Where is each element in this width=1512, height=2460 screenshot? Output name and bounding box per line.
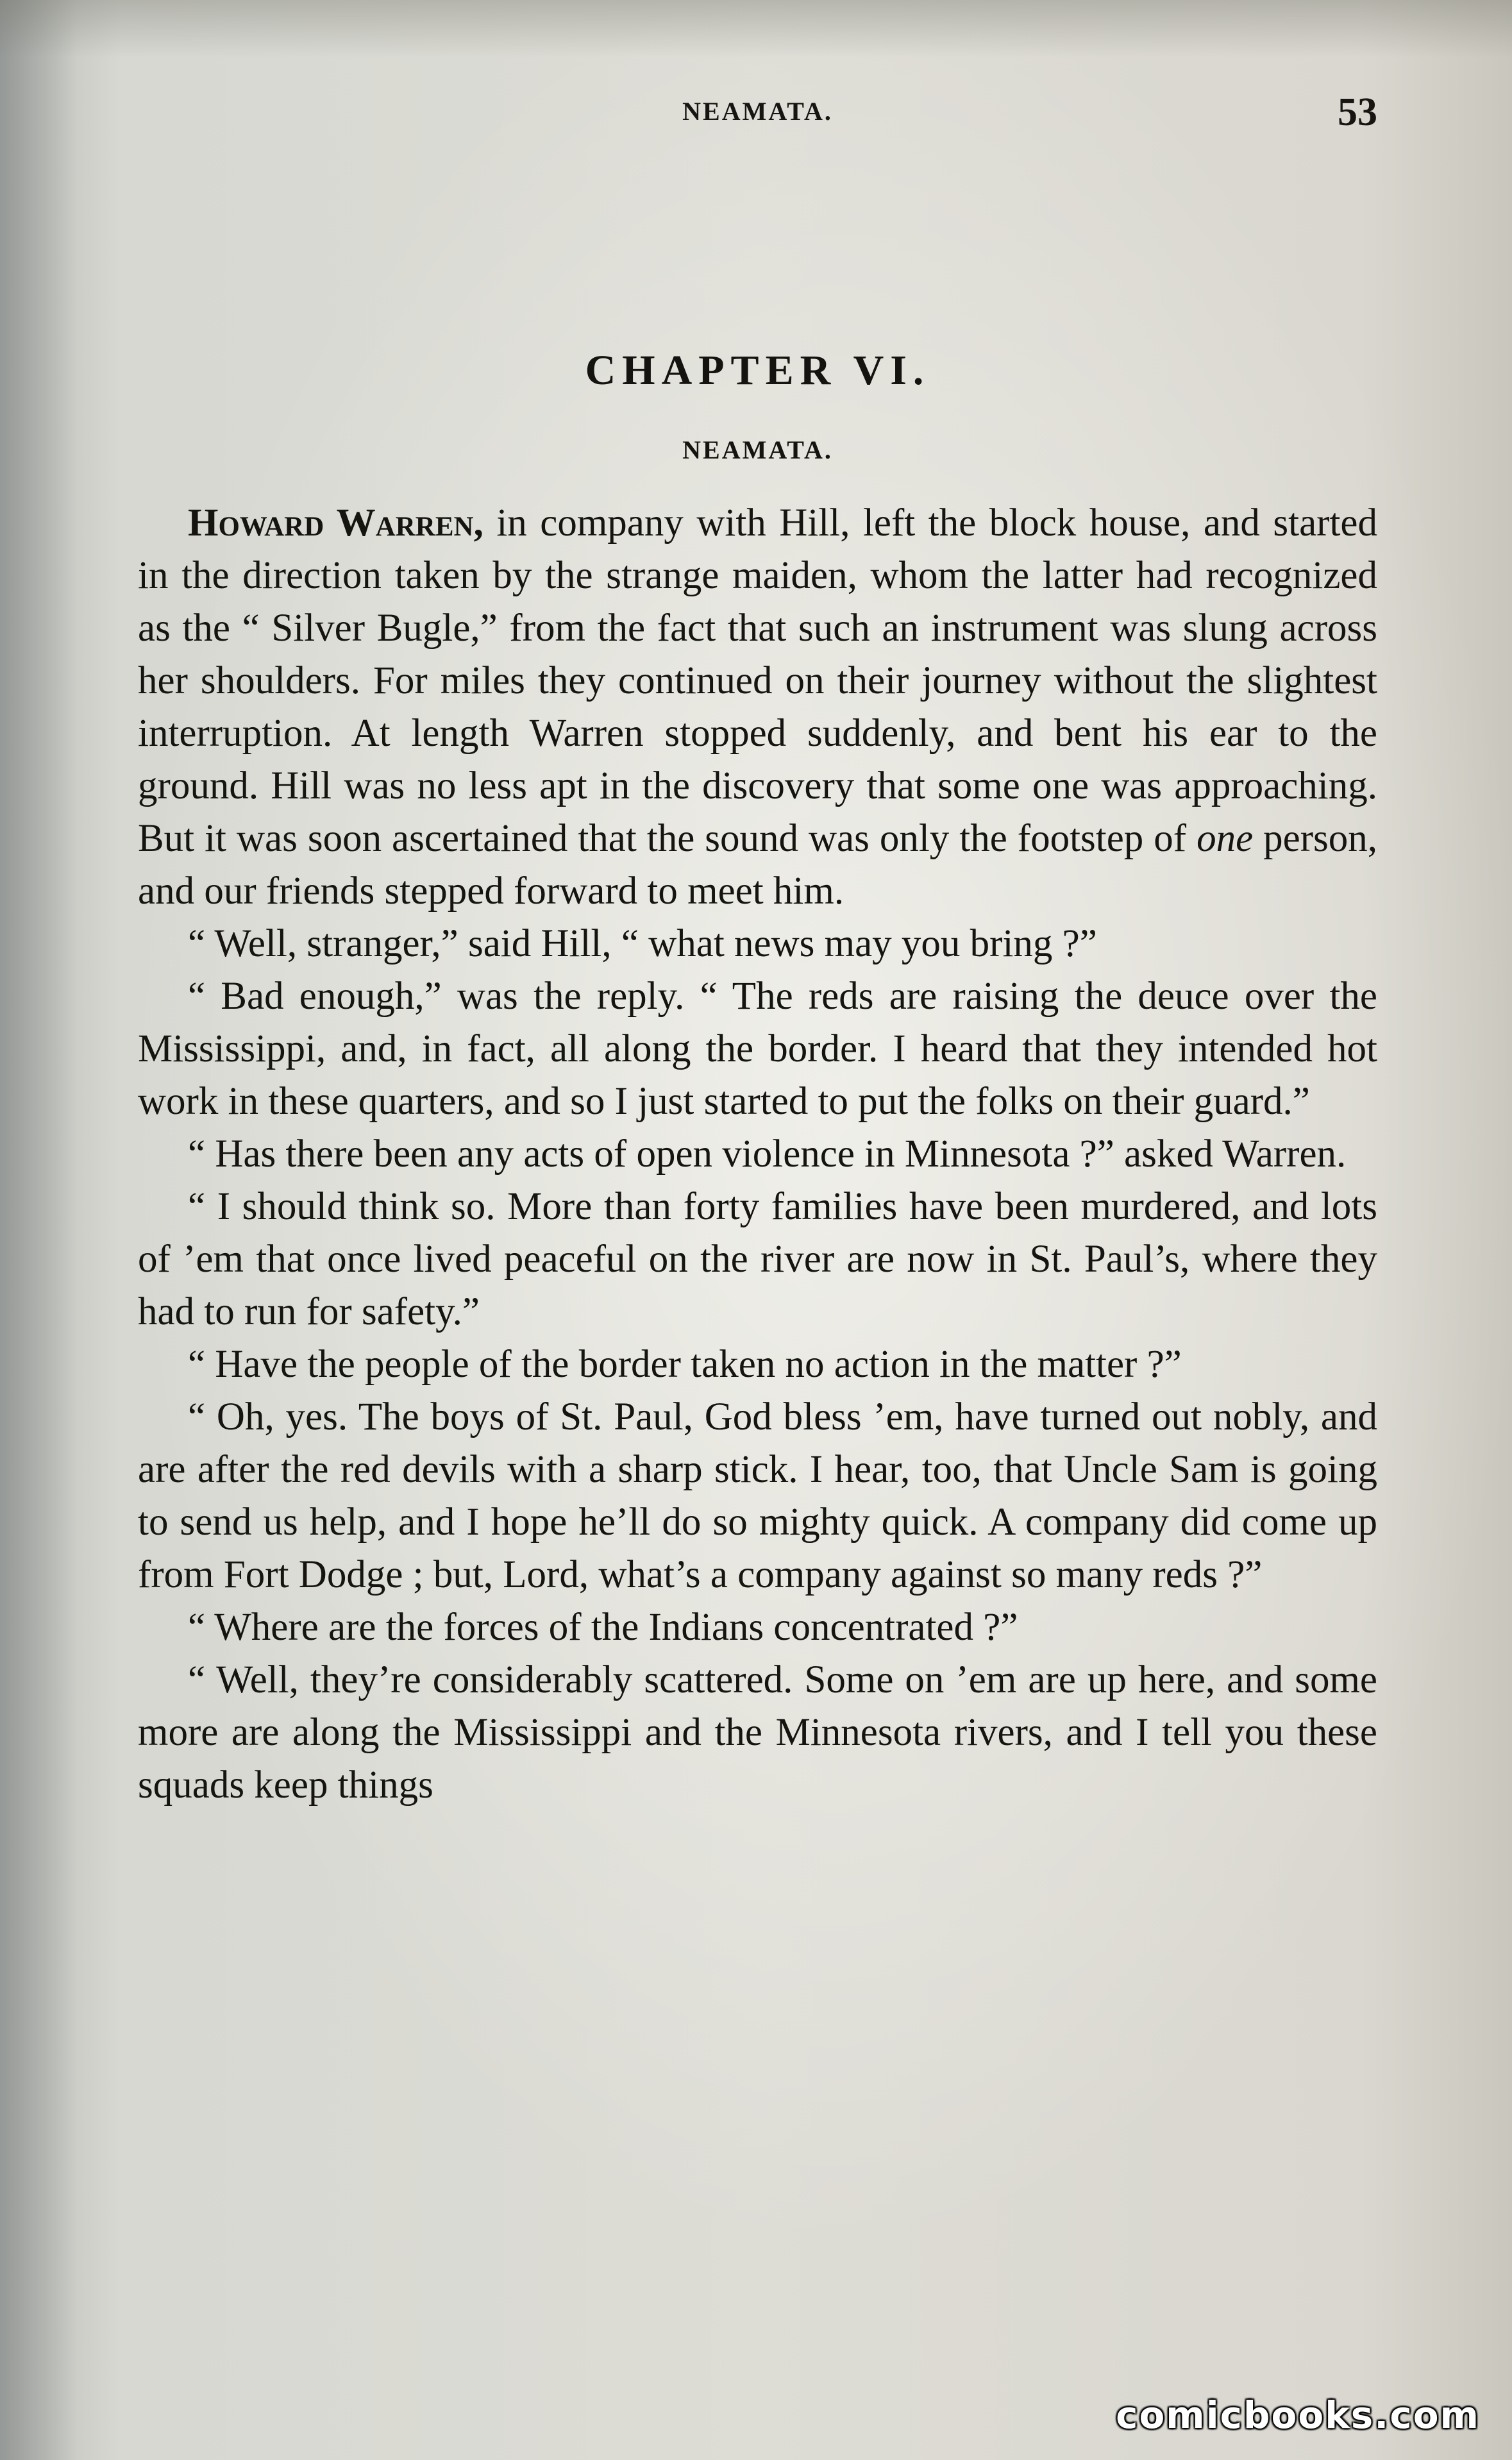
paragraph-1	[138, 497, 1377, 918]
paragraph-6: “ Have the people of the border taken no action in the matter ?”	[188, 1343, 1182, 1386]
paragraph-5: “ I should think so. More than forty families have been murdered, and lots of ’em that once lived peaceful on the river are now in St. Paul’s, where they had to run for safety.”	[138, 1185, 1377, 1333]
page-header	[138, 90, 1377, 141]
body-text	[138, 497, 1377, 1812]
paragraph-lead-name: Howard Warren,	[188, 501, 483, 544]
running-title: NEAMATA.	[682, 97, 833, 126]
paragraph-1-end: person, and our friends stepped forward to meet him.	[138, 817, 1377, 913]
page-number: 53	[1338, 90, 1377, 134]
paragraph-4: “ Has there been any acts of open violence in Minnesota ?” asked Warren.	[188, 1133, 1347, 1175]
paragraph-1-italic: one	[1197, 817, 1254, 860]
paragraph-3: “ Bad enough,” was the reply. “ The reds are raising the deuce over the Mississippi, and, in fact, all along the border. I heard that they intended hot work in these quarters, and so I just started to put the folks on their guard.”	[138, 975, 1377, 1123]
site-watermark: comicbooks.com	[1116, 2393, 1480, 2437]
paragraph-7: “ Oh, yes. The boys of St. Paul, God bless ’em, have turned out nobly, and are after the red devils with a sharp stick. I hear, too, that Uncle Sam is going to send us help, and I hope he’ll do so mighty quick. A company did come up from Fort Dodge ; but, Lord, what’s a company against so many reds ?”	[138, 1395, 1377, 1596]
paragraph-2: “ Well, stranger,” said Hill, “ what news may you bring ?”	[188, 922, 1097, 965]
chapter-title: CHAPTER VI.	[585, 347, 930, 394]
paragraph-8: “ Where are the forces of the Indians concentrated ?”	[188, 1606, 1018, 1649]
chapter-subtitle: NEAMATA.	[682, 435, 833, 464]
paragraph-1-text: in company with Hill, left the block house, and started in the direction taken by the strange maiden, whom the latter had recognized as the “ Silver Bugle,” from the fact that such an instrument was slung across her shoulders. For miles they continued on their journey without the slightest interruption. At length Warren stopped suddenly, and bent his ear to the ground. Hill was no less apt in the discovery that some one was approaching. But it was soon ascertained that the sound was only the footstep of	[138, 501, 1377, 860]
paragraph-9: “ Well, they’re considerably scattered. Some on ’em are up here, and some more are along the Mississippi and the Minnesota rivers, and I tell you these squads keep things	[138, 1658, 1377, 1807]
